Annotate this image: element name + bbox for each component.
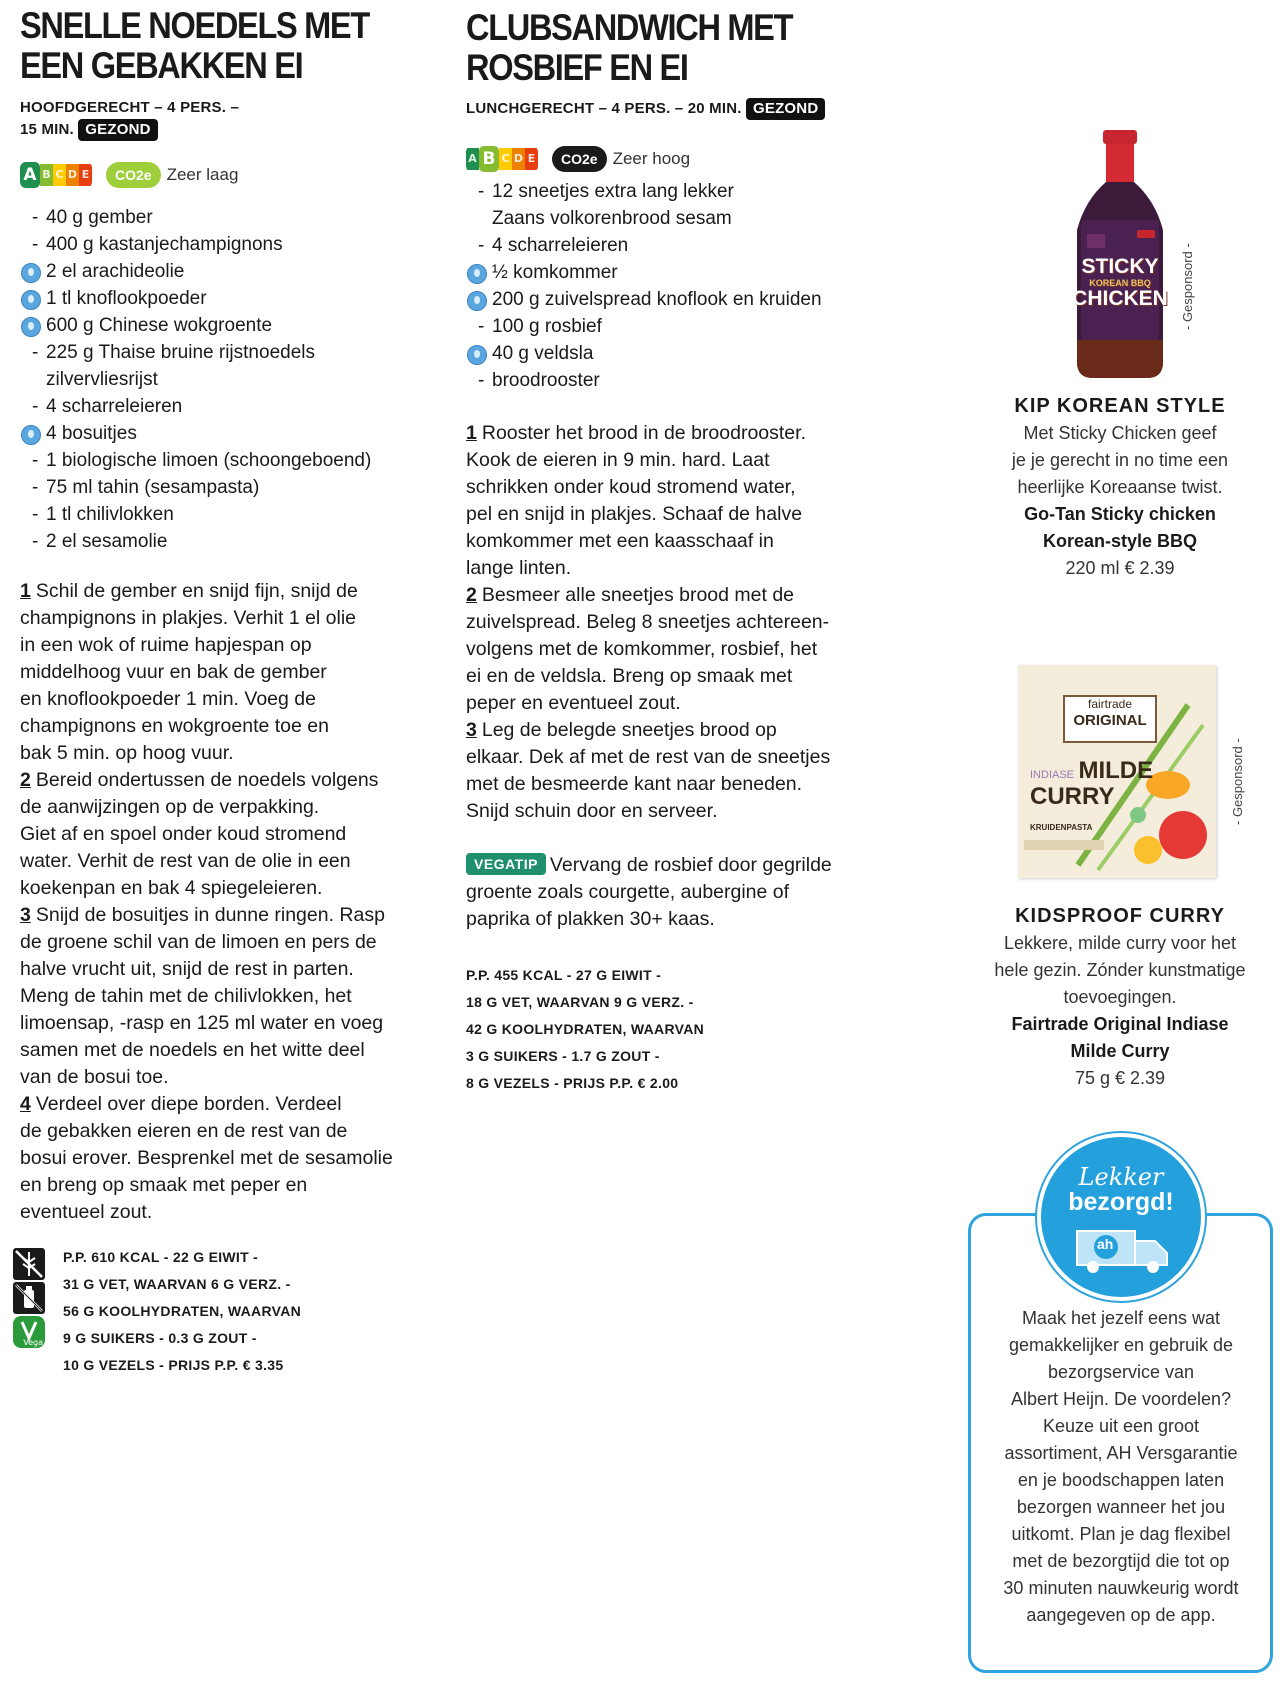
recipe1-nutrition [63, 1244, 301, 1379]
nutrition-line: 56 G KOOLHYDRATEN, WAARVAN [63, 1303, 302, 1319]
step-text: de aanwijzingen op de verpakking. [20, 796, 320, 818]
co2-cloud-icon: CO2e [106, 162, 161, 188]
bottle-label [1065, 256, 1175, 310]
nutrition-line: 31 G VET, WAARVAN 6 G VERZ. - [63, 1276, 291, 1292]
step-text: eventueel zout. [20, 1201, 153, 1223]
ingredient-text: 200 g zuivelspread knoflook en kruiden [492, 289, 822, 310]
step-text: Rooster het brood in de broodrooster. [481, 422, 806, 444]
step-text: middelhoog vuur en bak de gember [20, 661, 327, 683]
ingredient-item [466, 340, 896, 367]
pack-small: INDIASE [1030, 769, 1075, 781]
recipe1-meta-line1: HOOFDGERECHT – 4 PERS. – [20, 99, 240, 116]
ingredient-text: 75 ml tahin (sesampasta) [46, 477, 260, 498]
ingredient-item [466, 286, 896, 313]
step-line [20, 875, 440, 902]
step-text: water. Verhit de rest van de olie in een [20, 850, 351, 872]
lekker-bezorgd-badge [1037, 1133, 1205, 1301]
pack-title-1: MILDE [1078, 757, 1154, 784]
pack-brand-1: fairtrade [1087, 697, 1133, 711]
step-line [20, 821, 440, 848]
ingredient-item [20, 393, 440, 420]
step-text: de gebakken eieren en de rest van de [20, 1120, 348, 1142]
ingredient-text: 4 scharreleieren [46, 396, 183, 417]
nutrition-line: 10 G VEZELS - PRIJS P.P. € 3.35 [63, 1357, 284, 1373]
step-line [466, 717, 896, 744]
ingredient-text: 1 tl knoflookpoeder [46, 288, 207, 309]
recipe2-meta [466, 98, 896, 120]
nutri-letter-e: E [79, 164, 92, 186]
vega-icon [13, 1316, 45, 1348]
promo-script-word: Lekker [1078, 1163, 1164, 1191]
step-number: 2 [20, 769, 31, 791]
promo-text-line: assortiment, AH Versgarantie [1004, 1443, 1238, 1463]
recipe1-steps [20, 578, 440, 1226]
step-text: Besmeer alle sneetjes brood met de [481, 584, 795, 606]
ingredient-text: 100 g rosbief [492, 316, 602, 337]
recipe1-meta-line2: 15 MIN. [20, 121, 74, 138]
ingredient-text: 600 g Chinese wokgroente [46, 315, 273, 336]
product-kip-korean [980, 393, 1260, 582]
ingredient-item [20, 474, 440, 501]
promo-text-line: Albert Heijn. De voordelen? [1010, 1389, 1232, 1409]
step-text: peper en eventueel zout. [466, 692, 681, 714]
ingredient-item [466, 367, 896, 394]
water-drop-icon [21, 263, 41, 283]
pack-title [1030, 757, 1153, 832]
promo-text-line: 30 minuten nauwkeurig wordt [1003, 1578, 1239, 1598]
product2-desc-2: hele gezin. Zónder kunstmatige [994, 960, 1246, 980]
nutri-score-a [20, 162, 92, 188]
step-text: met de besmeerde kant naar beneden. [466, 773, 803, 795]
nutri-letter-c: C [53, 164, 66, 186]
step-number: 3 [20, 904, 31, 926]
vegatip-line-wrap [466, 852, 896, 879]
recipe2-gezond-badge: GEZOND [746, 98, 825, 120]
product1-brand-2: Korean-style BBQ [1042, 531, 1198, 551]
step-text: bak 5 min. op hoog vuur. [20, 742, 234, 764]
recipe1-title-line1: SNELLE NOEDELS MET [20, 5, 369, 46]
water-drop-icon [21, 290, 41, 310]
sponsored-label-1: - Gesponsord - [1180, 243, 1195, 330]
nutrition-line: P.P. 610 KCAL - 22 G EIWIT - [63, 1249, 259, 1265]
recipe1-ingredients [20, 204, 440, 555]
vegatip-line-3: paprika of plakken 30+ kaas. [466, 908, 715, 930]
step-text: samen met de noedels en het witte deel [20, 1039, 365, 1061]
ingredient-text: 2 el sesamolie [46, 531, 168, 552]
step-number: 3 [466, 719, 477, 741]
ingredient-text: 2 el arachideolie [46, 261, 185, 282]
step-line [466, 582, 896, 609]
nutri-score-b [466, 146, 538, 172]
ingredient-item [20, 528, 440, 555]
step-line [20, 1010, 440, 1037]
step-text: lange linten. [466, 557, 572, 579]
step-line [466, 474, 896, 501]
bottle-label-line2: CHICKEN [1072, 287, 1168, 310]
curry-pack-image [1018, 665, 1216, 878]
co2-rating: Zeer laag [166, 165, 239, 184]
ingredient-item [466, 232, 896, 259]
recipe2-nutrition [466, 962, 704, 1097]
step-line [466, 663, 896, 690]
recipe2-ingredients [466, 178, 896, 394]
recipe2-scores [466, 142, 690, 176]
recipe2-title [466, 8, 837, 88]
water-drop-icon [21, 317, 41, 337]
product2-price: 75 g € 2.39 [1074, 1068, 1166, 1088]
vegatip-badge: VEGATIP [466, 853, 546, 875]
bottle-small: KOREAN BBQ [1089, 278, 1151, 288]
step-text: komkommer met een kaasschaaf in [466, 530, 774, 552]
step-text: champignons en wokgroente toe en [20, 715, 329, 737]
recipe1-title [20, 6, 416, 86]
step-line [466, 528, 896, 555]
product1-desc-2: je je gerecht in no time een [1011, 450, 1229, 470]
promo-text-line: met de bezorgtijd die tot op [1012, 1551, 1230, 1571]
step-line [20, 578, 440, 605]
vega-label: Vega [23, 1338, 43, 1347]
step-line [20, 1172, 440, 1199]
step-text: Snijd de bosuitjes in dunne ringen. Rasp [35, 904, 385, 926]
nutrition-line: 18 G VET, WAARVAN 9 G VERZ. - [466, 994, 694, 1010]
step-line [20, 1064, 440, 1091]
water-drop-icon [467, 345, 487, 365]
step-line [20, 1091, 440, 1118]
step-line [20, 848, 440, 875]
recipe1-gezond-badge: GEZOND [78, 119, 157, 141]
step-line [20, 605, 440, 632]
promo-text-line: gemakkelijker en gebruik de [1008, 1335, 1234, 1355]
step-number: 2 [466, 584, 477, 606]
promo-text-line: en je boodschappen laten [1017, 1470, 1225, 1490]
step-text: bosui erover. Besprenkel met de sesamolie [20, 1147, 393, 1169]
nutri-letter-d: D [512, 148, 525, 170]
step-line [20, 686, 440, 713]
ingredient-item [20, 447, 440, 474]
gluten-free-icon [13, 1248, 45, 1280]
step-text: Meng de tahin met de chilivlokken, het [20, 985, 352, 1007]
step-text: van de bosui toe. [20, 1066, 169, 1088]
water-drop-icon [21, 425, 41, 445]
step-line [20, 983, 440, 1010]
step-text: de groene schil van de limoen en pers de [20, 931, 377, 953]
sponsored-label-2: - Gesponsord - [1230, 738, 1245, 825]
nutrition-line: 8 G VEZELS - PRIJS P.P. € 2.00 [466, 1075, 679, 1091]
recipe2-steps [466, 420, 896, 825]
ingredient-item [20, 285, 440, 312]
product1-name: KIP KOREAN STYLE [1014, 395, 1226, 417]
product1-price: 220 ml € 2.39 [1065, 558, 1175, 578]
promo-text-line: uitkomt. Plan je dag flexibel [1011, 1524, 1231, 1544]
step-line [466, 447, 896, 474]
step-line [20, 902, 440, 929]
recipe1-meta-line2-wrap [20, 119, 440, 141]
delivery-truck-icon [1073, 1227, 1173, 1275]
product2-brand-1: Fairtrade Original Indiase [1011, 1014, 1229, 1034]
ingredient-item [20, 258, 440, 285]
recipe1-title-line2: EEN GEBAKKEN EI [20, 45, 303, 86]
ingredient-item [20, 339, 440, 366]
ingredient-item [466, 259, 896, 286]
step-line [466, 798, 896, 825]
step-text: in een wok of ruime hapjespan op [20, 634, 312, 656]
vegatip-line-2: groente zoals courgette, aubergine of [466, 881, 790, 903]
water-drop-icon [467, 291, 487, 311]
step-text: Bereid ondertussen de noedels volgens [35, 769, 379, 791]
bottle-label-line1: STICKY [1081, 255, 1159, 278]
promo-text-line: Keuze uit een groot [1042, 1416, 1200, 1436]
ingredient-item [466, 313, 896, 340]
nutrition-line: 9 G SUIKERS - 0.3 G ZOUT - [63, 1330, 257, 1346]
product-kidsproof-curry [980, 903, 1260, 1092]
ingredient-text: 4 bosuitjes [46, 423, 137, 444]
ingredient-text: ½ komkommer [492, 262, 618, 283]
step-line [466, 420, 896, 447]
ingredient-text: 1 biologische limoen (schoongeboend) [46, 450, 372, 471]
nutri-letter-a: A [20, 162, 40, 188]
promo-text-line: bezorgservice van [1047, 1362, 1195, 1382]
promo-text-line: Maak het jezelf eens wat [1021, 1308, 1221, 1328]
product2-desc-1: Lekkere, milde curry voor het [1003, 933, 1237, 953]
step-line [20, 659, 440, 686]
product1-desc-1: Met Sticky Chicken geef [1023, 423, 1217, 443]
ingredient-text: 12 sneetjes extra lang lekker [492, 181, 734, 202]
nutri-letter-e: E [525, 148, 538, 170]
step-text: en breng op smaak met peper en [20, 1174, 308, 1196]
step-line [20, 767, 440, 794]
step-line [466, 501, 896, 528]
step-text: elkaar. Dek af met de rest van de sneetjes [466, 746, 831, 768]
ingredient-text: 40 g veldsla [492, 343, 594, 364]
ingredient-item [20, 501, 440, 528]
ingredient-item [20, 231, 440, 258]
go-tan-bottle-image [1065, 130, 1175, 380]
pack-brand-2: ORIGINAL [1073, 712, 1147, 729]
step-text: limoensap, -rasp en 125 ml water en voeg [20, 1012, 384, 1034]
step-line [466, 555, 896, 582]
ingredient-text: 40 g gember [46, 207, 153, 228]
lactose-free-icon [13, 1282, 45, 1314]
ingredient-text: broodrooster [492, 370, 600, 391]
nutri-letter-d: D [66, 164, 79, 186]
step-text: Verdeel over diepe borden. Verdeel [35, 1093, 342, 1115]
promo-text [975, 1305, 1267, 1629]
ingredient-text: 400 g kastanjechampignons [46, 234, 283, 255]
step-text: schrikken onder koud stromend water, [466, 476, 796, 498]
vegatip-line-1: Vervang de rosbief door gegrilde [549, 854, 832, 876]
diet-icons [13, 1248, 49, 1350]
step-line [466, 744, 896, 771]
step-text: Leg de belegde sneetjes brood op [481, 719, 777, 741]
promo-text-line: bezorgen wanneer het jou [1016, 1497, 1226, 1517]
step-line [20, 956, 440, 983]
pack-sub: KRUIDENPASTA [1030, 823, 1093, 832]
ingredient-item [20, 366, 440, 393]
step-line [20, 713, 440, 740]
recipe2-title-line1: CLUBSANDWICH MET [466, 7, 793, 48]
step-text: koekenpan en bak 4 spiegeleieren. [20, 877, 323, 899]
product2-brand-2: Milde Curry [1070, 1041, 1170, 1061]
step-text: Snijd schuin door en serveer. [466, 800, 718, 822]
co2-cloud-icon: CO2e [552, 146, 607, 172]
ingredient-text: Zaans volkorenbrood sesam [492, 208, 732, 229]
step-line [20, 794, 440, 821]
nutri-letter-b: B [479, 146, 499, 172]
ingredient-item [20, 420, 440, 447]
step-number: 1 [466, 422, 477, 444]
recipe1-scores [20, 158, 238, 192]
promo-bold-word: bezorgd! [1068, 1188, 1174, 1216]
nutrition-line: P.P. 455 KCAL - 27 G EIWIT - [466, 967, 662, 983]
nutri-letter-a: A [466, 148, 479, 170]
pack-title-row1 [1030, 757, 1153, 785]
co2-rating: Zeer hoog [612, 149, 691, 168]
step-line [20, 929, 440, 956]
step-number: 4 [20, 1093, 31, 1115]
recipe2-meta-wrap [466, 98, 896, 120]
step-text: Schil de gember en snijd fijn, snijd de [35, 580, 358, 602]
step-text: Giet af en spoel onder koud stromend [20, 823, 347, 845]
ingredient-item [20, 204, 440, 231]
ingredient-text: 1 tl chilivlokken [46, 504, 174, 525]
promo-text-line: aangegeven op de app. [1026, 1605, 1216, 1625]
step-line [466, 609, 896, 636]
step-text: halve vrucht uit, snijd de rest in parten. [20, 958, 354, 980]
step-text: pel en snijd in plakjes. Schaaf de halve [466, 503, 803, 525]
product1-desc-3: heerlijke Koreaanse twist. [1017, 477, 1223, 497]
step-line [20, 1145, 440, 1172]
step-line [20, 1037, 440, 1064]
step-line [466, 771, 896, 798]
ingredient-item [466, 205, 896, 232]
nutrition-line: 42 G KOOLHYDRATEN, WAARVAN [466, 1021, 705, 1037]
recipe2-meta-line1: LUNCHGERECHT – 4 PERS. – 20 MIN. [466, 100, 742, 117]
pack-title-2: CURRY [1030, 783, 1115, 810]
recipe2-vegatip [466, 852, 896, 933]
product2-desc-3: toevoegingen. [1063, 987, 1177, 1007]
step-line [466, 690, 896, 717]
ingredient-item [466, 178, 896, 205]
step-line [20, 632, 440, 659]
step-line [466, 636, 896, 663]
step-text: volgens met de komkommer, rosbief, het [466, 638, 818, 660]
step-text: champignons in plakjes. Verhit 1 el olie [20, 607, 357, 629]
nutri-letter-c: C [499, 148, 512, 170]
step-line [20, 1199, 440, 1226]
ingredient-text: 225 g Thaise bruine rijstnoedels [46, 342, 315, 363]
product1-brand-1: Go-Tan Sticky chicken [1024, 504, 1216, 524]
recipe1-nutrition-block [13, 1248, 433, 1398]
step-text: ei en de veldsla. Breng op smaak met [466, 665, 793, 687]
fairtrade-logo [1063, 695, 1157, 743]
recipe2-title-line2: ROSBIEF EN EI [466, 47, 688, 88]
nutrition-line: 3 G SUIKERS - 1.7 G ZOUT - [466, 1048, 660, 1064]
step-line [20, 740, 440, 767]
ingredient-text: zilvervliesrijst [46, 369, 158, 390]
step-text: zuivelspread. Beleg 8 sneetjes achtereen- [466, 611, 830, 633]
step-text: en knoflookpoeder 1 min. Voeg de [20, 688, 316, 710]
product2-name: KIDSPROOF CURRY [1015, 905, 1225, 927]
ingredient-item [20, 312, 440, 339]
nutri-letter-b: B [40, 164, 53, 186]
step-text: Kook de eieren in 9 min. hard. Laat [466, 449, 770, 471]
water-drop-icon [467, 264, 487, 284]
step-number: 1 [20, 580, 31, 602]
ah-logo: ah [1097, 1236, 1114, 1252]
recipe1-meta [20, 97, 440, 141]
ingredient-text: 4 scharreleieren [492, 235, 629, 256]
step-line [20, 1118, 440, 1145]
